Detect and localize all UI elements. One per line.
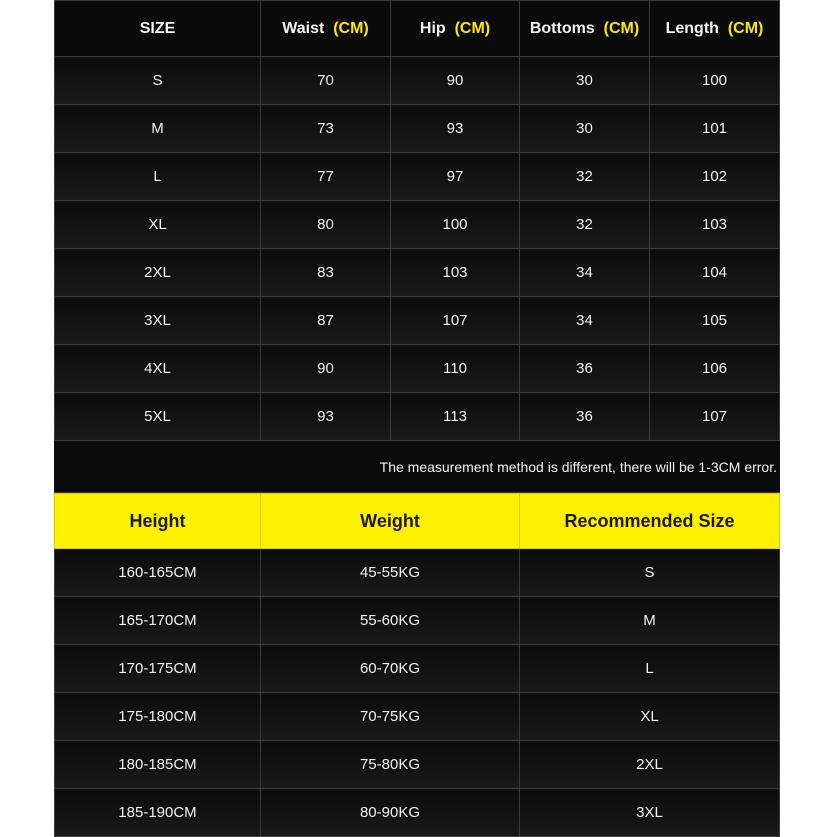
- table-cell: 100: [391, 201, 520, 249]
- table-cell: 107: [391, 297, 520, 345]
- table-cell: 5XL: [55, 393, 261, 441]
- table-cell: 2XL: [55, 249, 261, 297]
- table-cell: 102: [650, 153, 780, 201]
- table-row: [55, 105, 780, 153]
- table-cell: 30: [520, 105, 650, 153]
- table-cell: 4XL: [55, 345, 261, 393]
- header-unit: (CM): [727, 19, 764, 37]
- table-cell: 32: [520, 153, 650, 201]
- table-cell: 175-180CM: [55, 693, 261, 741]
- table-cell: 170-175CM: [55, 645, 261, 693]
- header-label: Length: [665, 19, 719, 37]
- table-cell: 97: [391, 153, 520, 201]
- measurement-note: The measurement method is different, there will be 1-3CM error.: [55, 441, 780, 493]
- table-cell: 113: [391, 393, 520, 441]
- table-cell: L: [520, 645, 780, 693]
- size-table-header-cell: [650, 1, 780, 57]
- table-cell: 100: [650, 57, 780, 105]
- table-cell: 77: [261, 153, 391, 201]
- table-row: [55, 393, 780, 441]
- table-row: [55, 645, 780, 693]
- table-cell: 75-80KG: [261, 741, 520, 789]
- header-label: Hip: [419, 19, 446, 37]
- size-table-header-row: [55, 1, 780, 57]
- size-table-header-cell: [391, 1, 520, 57]
- table-cell: 80: [261, 201, 391, 249]
- table-cell: XL: [520, 693, 780, 741]
- table-cell: 93: [391, 105, 520, 153]
- table-row: [55, 153, 780, 201]
- table-cell: M: [520, 597, 780, 645]
- table-cell: 104: [650, 249, 780, 297]
- table-cell: 93: [261, 393, 391, 441]
- table-cell: 80-90KG: [261, 789, 520, 837]
- table-cell: 55-60KG: [261, 597, 520, 645]
- size-table-header-cell: [261, 1, 391, 57]
- table-cell: 90: [391, 57, 520, 105]
- table-cell: 106: [650, 345, 780, 393]
- table-cell: 2XL: [520, 741, 780, 789]
- table-row: [55, 741, 780, 789]
- size-table-header-cell: [520, 1, 650, 57]
- table-cell: 34: [520, 249, 650, 297]
- table-cell: 73: [261, 105, 391, 153]
- table-cell: 45-55KG: [261, 549, 520, 597]
- table-cell: 36: [520, 393, 650, 441]
- table-row: [55, 789, 780, 837]
- recommend-table-header-cell: Recommended Size: [520, 494, 780, 549]
- measurement-note-row: [55, 441, 780, 493]
- table-cell: 60-70KG: [261, 645, 520, 693]
- table-row: [55, 693, 780, 741]
- table-row: [55, 249, 780, 297]
- table-row: [55, 201, 780, 249]
- table-row: [55, 57, 780, 105]
- header-label: Bottoms: [529, 19, 595, 37]
- table-cell: S: [520, 549, 780, 597]
- table-cell: 3XL: [55, 297, 261, 345]
- table-cell: 180-185CM: [55, 741, 261, 789]
- recommended-size-table: [54, 493, 780, 837]
- table-cell: 103: [650, 201, 780, 249]
- table-cell: 185-190CM: [55, 789, 261, 837]
- table-cell: 101: [650, 105, 780, 153]
- table-row: [55, 549, 780, 597]
- table-cell: 160-165CM: [55, 549, 261, 597]
- table-cell: 36: [520, 345, 650, 393]
- header-unit: (CM): [603, 19, 640, 37]
- header-label: Waist: [282, 19, 325, 37]
- table-cell: 110: [391, 345, 520, 393]
- table-cell: L: [55, 153, 261, 201]
- header-unit: (CM): [454, 19, 491, 37]
- header-unit: (CM): [333, 19, 369, 37]
- table-cell: 87: [261, 297, 391, 345]
- table-cell: 70: [261, 57, 391, 105]
- table-row: [55, 297, 780, 345]
- recommend-table-header-cell: Weight: [261, 494, 520, 549]
- size-chart: [54, 0, 779, 837]
- table-cell: 90: [261, 345, 391, 393]
- recommend-table-header-cell: Height: [55, 494, 261, 549]
- table-cell: 165-170CM: [55, 597, 261, 645]
- size-table-header-cell: [55, 1, 261, 57]
- table-cell: 3XL: [520, 789, 780, 837]
- table-cell: 103: [391, 249, 520, 297]
- table-cell: 30: [520, 57, 650, 105]
- size-measurement-table: [54, 0, 780, 493]
- table-row: [55, 597, 780, 645]
- table-cell: 32: [520, 201, 650, 249]
- table-cell: M: [55, 105, 261, 153]
- table-cell: 107: [650, 393, 780, 441]
- recommend-table-header-row: [55, 494, 780, 549]
- table-cell: 105: [650, 297, 780, 345]
- table-cell: XL: [55, 201, 261, 249]
- table-row: [55, 345, 780, 393]
- table-cell: 83: [261, 249, 391, 297]
- table-cell: S: [55, 57, 261, 105]
- header-label: SIZE: [139, 19, 176, 37]
- table-cell: 70-75KG: [261, 693, 520, 741]
- table-cell: 34: [520, 297, 650, 345]
